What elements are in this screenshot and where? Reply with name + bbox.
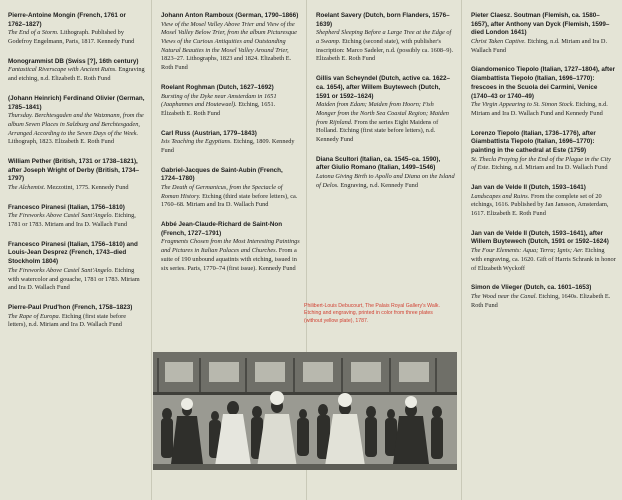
artwork-details: From the series Eight Maidens of Holland. Etching (first state before letters), n.d. Kennedy Fund — [316, 118, 439, 143]
artwork-title: The Four Elements: Aqua; Terra; Ignis; Aer. — [471, 247, 584, 255]
artwork-details: Etching (third state before letters), ca. 1760–68. Miriam and Ira D. Wallach Fund — [161, 192, 298, 209]
catalog-entry — [8, 12, 145, 47]
artwork-details: Mezzotint, 1775. Kennedy Fund — [46, 184, 129, 191]
crowd-scene-image — [153, 352, 457, 470]
artist-name: Francesco Piranesi (Italian, 1756–1810) — [8, 203, 125, 211]
artwork-details: Etching, 1781 or 1783. Miriam and Ira D. Wallach Fund — [8, 212, 136, 229]
artist-name: Johann Anton Ramboux (German, 1790–1866) — [161, 12, 299, 19]
artwork-title: The Fireworks Above Castel Sant'Angelo. — [8, 266, 114, 274]
artwork-details: Etching with watercolor and gouache, 1781 or 1783. Miriam and Ira D. Wallach Fund — [8, 266, 140, 292]
artwork-details: Etching, n.d. Miriam and Ira D. Wallach Fund and Kennedy Fund — [471, 101, 608, 117]
artwork-title: The Wood near the Canal. — [471, 292, 538, 300]
column-4 — [463, 0, 622, 500]
artwork-details: Etching, 1640s. Elizabeth E. Roth Fund — [471, 292, 611, 309]
artist-name: Simon de Vlieger (Dutch, ca. 1601–1653) — [471, 284, 592, 292]
artist-name: Carl Russ (Austrian, 1779–1843) — [161, 129, 257, 137]
catalog-entry — [471, 66, 616, 118]
catalog-entry — [316, 75, 455, 145]
catalog-entry — [161, 167, 300, 210]
catalog-entry — [471, 284, 616, 310]
artist-name: Jan van de Velde II (Dutch, 1593–1641), after Willem Buytewech (Dutch, 1591 or 1592–1624) — [471, 229, 609, 246]
artist-name: Diana Scultori (Italian, ca. 1545–ca. 1590), after Giulio Romano (Italian, 1499–1546) — [316, 155, 441, 172]
catalog-entry — [8, 95, 145, 147]
image-caption: Philibert-Louis Debucourt, The Palais Royal Gallery's Walk. Etching and engraving, printed in color from three plates (without yellow plate), 1787. — [304, 303, 440, 324]
artist-name: (Johann Heinrich) Ferdinand Olivier (German, 1785–1841) — [8, 94, 145, 111]
catalog-entry — [161, 221, 300, 273]
catalog-entry — [316, 12, 455, 64]
artist-name: Abbé Jean-Claude-Richard de Saint-Non (French, 1727–1791) — [161, 221, 283, 237]
artwork-details: Lithograph. Published by Godefroy Engelmann, Paris, 1817. Kennedy Fund — [8, 29, 135, 46]
artwork-details: Engraving and etching, n.d. Elizabeth E. Roth Fund — [8, 66, 145, 83]
catalog-entry — [471, 12, 616, 55]
artist-name: Roelant Savery (Dutch, born Flanders, 1576–1639) — [316, 12, 450, 28]
artwork-title: View of the Mosel Valley Above Trier and View of the Mosel Valley Below Trier, from the album Picturesque Views of the Curious Antiquities and Outstanding Natural Beauties in the Mosel Valley Around Trier, — [161, 20, 297, 54]
catalog-entry — [8, 58, 145, 84]
fold-line — [151, 0, 152, 500]
artist-name: Gillis van Scheyndel (Dutch, active ca. 1622–ca. 1654), after Willem Buytewech (Dutch, 1591 or 1592–1624) — [316, 75, 451, 100]
artwork-title: Latona Giving Birth to Apollo and Diana on the Island of Delos. — [316, 173, 455, 189]
artist-name: Pierre-Antoine Mongin (French, 1761 or 1762–1827) — [8, 12, 126, 28]
artwork-details: Etching with engraving, ca. 1620. Gift of Harris Schrank in honor of Elizabeth Wyckoff — [471, 247, 616, 272]
artwork-details: 1823–27. Lithographs, 1823 and 1824. Elizabeth E. Roth Fund — [161, 55, 292, 72]
catalog-entry — [161, 130, 300, 156]
artwork-title: The End of a Storm. — [8, 29, 59, 37]
catalog-entry — [471, 130, 616, 173]
artwork-title: Christ Taken Captive. — [471, 38, 526, 46]
catalog-entry — [8, 204, 145, 230]
artist-name: Giandomenico Tiepolo (Italian, 1727–1804), after Giambattista Tiepolo (Italian, 1696–1770): frescoes in the Scuola dei Carmini, Venice (1740–43 or 1740–49) — [471, 66, 616, 100]
artwork-title: The Fireworks Above Castel Sant'Angelo. — [8, 212, 114, 220]
catalog-entry — [471, 230, 616, 273]
artwork-title: Shepherd Sleeping Before a Large Tree at the Edge of a Swamp. — [316, 29, 452, 46]
artist-name: Monogrammist DB (Swiss [?], 16th century) — [8, 57, 139, 65]
artwork-details: Etching (second state), with publisher's inscription: Marco Sadeler, n.d. (possibly ca. 1608–9). Elizabeth E. Roth Fund — [316, 38, 454, 63]
column-1 — [0, 0, 151, 500]
artist-name: Francesco Piranesi (Italian, 1756–1810) and Louis-Jean Desprez (French, 1743–died Stockholm 1804) — [8, 240, 138, 266]
artwork-details: Etching (first state before letters), n.d. Miriam and Ira D. Wallach Fund — [8, 312, 126, 329]
catalog-entry — [161, 84, 300, 119]
artwork-details: Lithograph, 1823. Elizabeth E. Roth Fund — [8, 138, 114, 146]
artwork-title: The Rape of Europa. — [8, 312, 61, 320]
artist-name: Jan van de Velde II (Dutch, 1593–1641) — [471, 184, 586, 191]
artwork-title: The Alchemist. — [8, 184, 46, 191]
artwork-title: St. Thecla Praying for the End of the Plague in the City of Este. — [471, 155, 611, 172]
artwork-title: Bursting of the Dyke near Amsterdam in 1651 (Jaaphannes and Houtewael). — [161, 92, 277, 109]
artwork-title: Fragments Chosen from the Most Interesting Paintings and Pictures in Italian Palaces and Churches. — [161, 238, 300, 255]
artwork-details: From a suite of 190 unbound aquatints with etching, issued in six series. Paris, 1770–74 (first issue). Kennedy Fund — [161, 247, 297, 272]
catalog-entry — [8, 158, 145, 193]
artwork-title: Landscapes and Ruins. — [471, 192, 530, 200]
artwork-details: Etching, 1809. Kennedy Fund — [161, 138, 295, 154]
artist-name: Roelant Roghman (Dutch, 1627–1692) — [161, 83, 274, 91]
artwork-details: Etching, 1651. Elizabeth E. Roth Fund — [161, 101, 276, 117]
artwork-details: Etching, n.d. Miriam and Ira D. Wallach Fund — [471, 38, 608, 54]
artist-name: William Pether (British, 1731 or 1738–1821), after Joseph Wright of Derby (British, 1734–1797) — [8, 157, 140, 183]
catalog-entry — [161, 12, 300, 73]
fold-line — [461, 0, 462, 500]
artwork-title: The Death of Germanicus, from the Spectacle of Roman History. — [161, 184, 283, 200]
artwork-title: Maiden from Edam; Maiden from Hoorn; Fish Monger from the North Sea Coastal Region; Maiden from Rijnland. — [316, 101, 449, 126]
artwork-details: Engraving, n.d. Kennedy Fund — [340, 181, 418, 189]
artwork-title: Thursday. Berchtesgaden and the Watzmann, from the album Seven Places in Salzburg and Berchtesgaden, Arranged According to the Seven Days of the Week. — [8, 112, 144, 137]
artwork-title: Isis Teaching the Egyptians. — [161, 138, 232, 146]
artwork-title: Fantastical Riverscape with Ancient Ruins. — [8, 66, 117, 74]
catalog-entry — [8, 304, 145, 330]
artist-name: Pierre-Paul Prud'hon (French, 1758–1823) — [8, 303, 133, 311]
artist-name: Lorenzo Tiepolo (Italian, 1736–1776), after Giambattista Tiepolo (Italian, 1696–1770): painting in the cathedral at Este (1759) — [471, 129, 596, 154]
catalog-entry — [471, 184, 616, 219]
engraving-illustration — [153, 352, 457, 470]
catalog-entry — [316, 156, 455, 191]
catalog-entry — [8, 241, 145, 293]
artwork-details: Etching, n.d. Miriam and Ira D. Wallach Fund — [491, 164, 608, 172]
artwork-details: From the complete set of 20 etchings, 1616. Published by Jan Jansson, Amsterdam, 1617. Elizabeth E. Roth Fund — [471, 192, 609, 218]
artist-name: Pieter Claesz. Soutman (Flemish, ca. 1580–1657), after Anthony van Dyck (Flemish, 1599–died London 1641) — [471, 12, 610, 37]
artist-name: Gabriel-Jacques de Saint-Aubin (French, 1724–1780) — [161, 166, 283, 183]
artwork-title: The Virgin Appearing to St. Simon Stock. — [471, 101, 575, 109]
